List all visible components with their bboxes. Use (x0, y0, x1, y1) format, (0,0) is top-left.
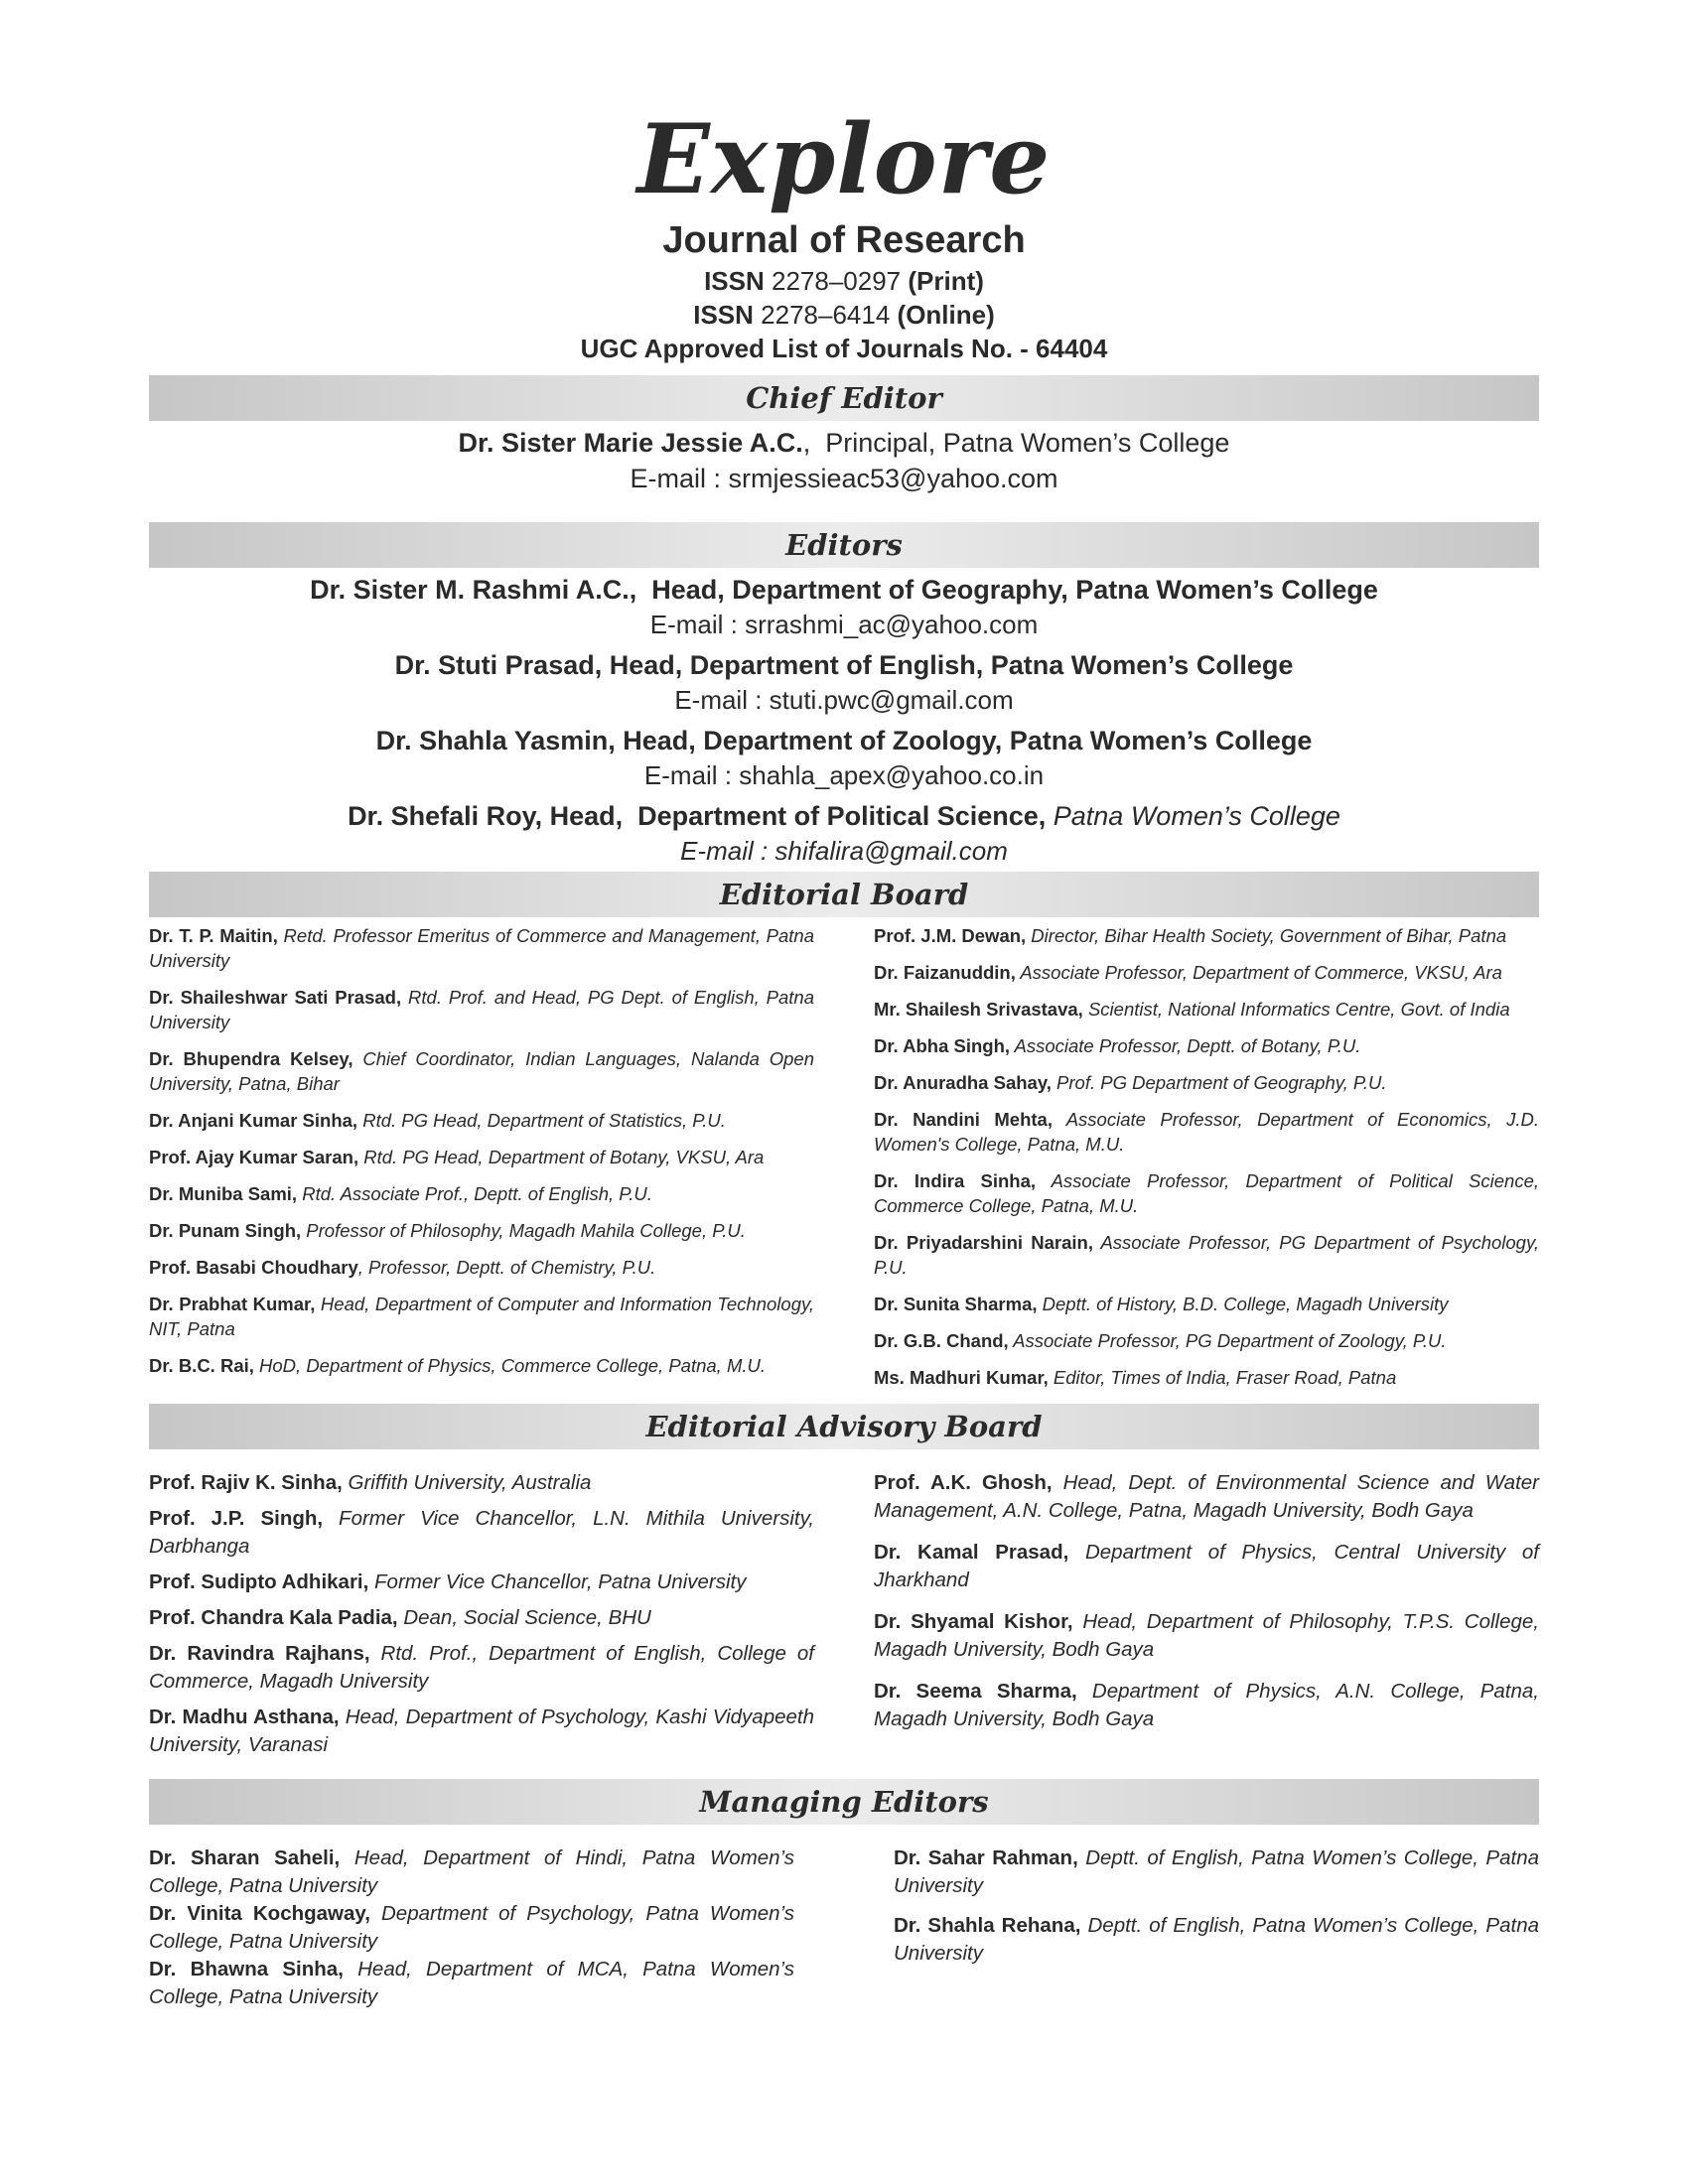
advisor-desc: Former Vice Chancellor, Patna University (368, 1570, 747, 1593)
advisor (149, 1505, 814, 1561)
member-name: Dr. B.C. Rai, (149, 1355, 254, 1376)
managing-editor-name: Dr. Sahar Rahman, (894, 1846, 1078, 1869)
managing-editor (149, 1844, 794, 1900)
advisor (149, 1704, 814, 1759)
editor-email: E-mail : stuti.pwc@gmail.com (674, 685, 1014, 715)
member-desc: Associate Professor, Deptt. of Botany, P.U. (1010, 1035, 1361, 1056)
issn-online-label: (Online) (897, 300, 995, 330)
member-desc: Associate Professor, PG Department of Zoology, P.U. (1008, 1330, 1447, 1351)
managing-editors-heading: Managing Editors (149, 1779, 1539, 1825)
advisor-name: Prof. Rajiv K. Sinha, (149, 1471, 343, 1494)
member-name: Dr. Shaileshwar Sati Prasad, (149, 987, 402, 1008)
managing-editor-desc: Head, Department of Hindi, Patna Women’s College, Patna University (149, 1846, 795, 1897)
journal-subtitle: Journal of Research (662, 219, 1026, 261)
advisor-name: Dr. Ravindra Rajhans, (149, 1642, 370, 1665)
member-desc: HoD, Department of Physics, Commerce College, Patna, M.U. (253, 1355, 766, 1376)
advisor-desc: Rtd. Prof., Department of English, College of Commerce, Magadh University (149, 1642, 814, 1693)
board-member (874, 960, 1539, 985)
member-desc: Prof. PG Department of Geography, P.U. (1051, 1072, 1387, 1093)
board-member (874, 1070, 1539, 1095)
board-member (149, 1145, 814, 1169)
advisory-board-left (149, 1469, 814, 1767)
member-desc: Retd. Professor Emeritus of Commerce and Management, Patna University (149, 925, 815, 971)
advisor (149, 1604, 814, 1632)
member-desc: Scientist, National Informatics Centre, Govt. of India (1082, 999, 1510, 1020)
board-member (149, 1353, 814, 1378)
editor-affiliation: Patna Women’s College (1046, 801, 1340, 831)
board-member (149, 1292, 814, 1341)
advisor-desc: Former Vice Chancellor, L.N. Mithila University, Darbhanga (149, 1507, 815, 1558)
member-name: Dr. Muniba Sami, (149, 1183, 298, 1204)
member-name: Dr. Priyadarshini Narain, (874, 1232, 1093, 1253)
member-name: Dr. Prabhat Kumar, (149, 1294, 316, 1314)
board-member (874, 1365, 1539, 1390)
managing-editors (149, 1844, 1539, 2011)
board-member (874, 1168, 1539, 1218)
member-desc: Director, Bihar Health Society, Government of Bihar, Patna (1026, 925, 1507, 946)
board-member (874, 1292, 1539, 1316)
issn-label: ISSN (704, 266, 765, 296)
member-name: Dr. Punam Singh, (149, 1220, 302, 1241)
editor-email: E-mail : shahla_apex@yahoo.co.in (643, 760, 1045, 790)
advisor-name: Prof. J.P. Singh, (149, 1507, 324, 1530)
ugc-approval: UGC Approved List of Journals No. - 64404 (580, 334, 1108, 363)
editor-name: Dr. Shahla Yasmin, Head, Department of Zoology, Patna Women’s College (375, 726, 1313, 755)
advisory-board-right (874, 1469, 1539, 1767)
masthead-page (149, 0, 1539, 2011)
member-name: Dr. T. P. Maitin, (149, 925, 278, 946)
advisor-desc: Department of Physics, Central University of Jharkhand (874, 1541, 1540, 1591)
member-name: Dr. Faizanuddin, (874, 962, 1016, 983)
managing-editor-desc: Head, Department of MCA, Patna Women’s College, Patna University (149, 1958, 794, 2008)
editor-name: Dr. Sister M. Rashmi A.C., Head, Department of Geography, Patna Women’s College (310, 575, 1378, 605)
board-member (149, 1181, 814, 1206)
member-desc: Associate Professor, PG Department of Psychology, P.U. (874, 1232, 1539, 1278)
member-name: Mr. Shailesh Srivastava, (874, 999, 1083, 1020)
advisor-name: Dr. Shyamal Kishor, (874, 1610, 1073, 1633)
member-name: Dr. Anjani Kumar Sinha, (149, 1110, 358, 1131)
editorial-board-left (149, 923, 814, 1402)
member-name: Dr. Bhupendra Kelsey, (149, 1048, 353, 1069)
advisor (149, 1569, 814, 1596)
board-member (874, 1328, 1539, 1353)
board-member (149, 985, 814, 1034)
member-name: Dr. Sunita Sharma, (874, 1294, 1038, 1314)
masthead (149, 103, 1539, 365)
member-desc: Chief Coordinator, Indian Languages, Nalanda Open University, Patna, Bihar (149, 1048, 814, 1094)
advisor-desc: Griffith University, Australia (342, 1471, 592, 1494)
member-name: Prof. Ajay Kumar Saran, (149, 1147, 359, 1167)
managing-editor-desc: Deptt. of English, Patna Women’s College, Patna University (894, 1846, 1539, 1897)
advisor-desc: Head, Department of Philosophy, T.P.S. College, Magadh University, Bodh Gaya (874, 1610, 1539, 1661)
advisor-desc: Head, Dept. of Environmental Science and Water Management, A.N. College, Patna, Magadh University, Bodh Gaya (874, 1471, 1539, 1522)
issn-print-label: (Print) (908, 266, 984, 296)
chief-editor-line (149, 425, 1539, 461)
advisor-name: Prof. Sudipto Adhikari, (149, 1570, 369, 1593)
advisor (874, 1539, 1539, 1594)
advisor (149, 1469, 814, 1497)
board-member (149, 1255, 814, 1280)
member-desc: Rtd. PG Head, Department of Botany, VKSU, Ara (358, 1147, 765, 1167)
member-name: Dr. Indira Sinha, (874, 1170, 1037, 1191)
advisor-desc: Dean, Social Science, BHU (397, 1606, 651, 1629)
chief-editor-heading: Chief Editor (149, 375, 1539, 421)
managing-editors-left (149, 1844, 794, 2011)
member-desc: Editor, Times of India, Fraser Road, Patna (1048, 1367, 1397, 1388)
advisor-desc: Department of Physics, A.N. College, Patna, Magadh University, Bodh Gaya (874, 1680, 1539, 1730)
editors-list (149, 572, 1539, 868)
managing-editor-desc: Deptt. of English, Patna Women’s College, Patna University (894, 1914, 1540, 1965)
advisor (874, 1608, 1539, 1664)
editor-email: E-mail : shifalira@gmail.com (680, 836, 1008, 866)
journal-logo-title: Explore (636, 103, 1052, 215)
advisor-name: Dr. Kamal Prasad, (874, 1541, 1069, 1564)
advisor-name: Prof. A.K. Ghosh, (874, 1471, 1053, 1494)
member-desc: Rtd. PG Head, Department of Statistics, P.U. (357, 1110, 726, 1131)
advisor (149, 1640, 814, 1696)
chief-editor-affiliation: , Principal, Patna Women’s College (802, 428, 1230, 458)
member-desc: , Professor, Deptt. of Chemistry, P.U. (357, 1257, 656, 1278)
managing-editor-name: Dr. Sharan Saheli, (149, 1846, 341, 1869)
board-member (874, 1107, 1539, 1157)
member-desc: Head, Department of Computer and Information Technology, NIT, Patna (149, 1294, 814, 1339)
advisor-name: Dr. Seema Sharma, (874, 1680, 1077, 1703)
advisor-name: Dr. Madhu Asthana, (149, 1706, 340, 1728)
board-member (874, 1230, 1539, 1280)
issn-print (149, 264, 1539, 298)
chief-editor-name: Dr. Sister Marie Jessie A.C. (458, 428, 803, 458)
member-desc: Associate Professor, Department of Political Science, Commerce College, Patna, M.U. (874, 1170, 1540, 1216)
member-name: Dr. Abha Singh, (874, 1035, 1011, 1056)
advisor-desc: Head, Department of Psychology, Kashi Vidyapeeth University, Varanasi (149, 1706, 814, 1756)
advisor (874, 1469, 1539, 1525)
managing-editor (894, 1912, 1539, 1968)
member-desc: Associate Professor, Department of Economics, J.D. Women's College, Patna, M.U. (874, 1109, 1539, 1155)
managing-editor (149, 1900, 794, 1956)
editors-heading: Editors (149, 522, 1539, 568)
issn-label: ISSN (693, 300, 754, 330)
managing-editors-right (894, 1844, 1539, 2011)
board-member (149, 1218, 814, 1243)
member-desc: Deptt. of History, B.D. College, Magadh University (1037, 1294, 1449, 1314)
member-name: Ms. Madhuri Kumar, (874, 1367, 1049, 1388)
editor-line (149, 798, 1539, 834)
managing-editor (894, 1844, 1539, 1900)
member-desc: Rtd. Prof. and Head, PG Dept. of English, Patna University (149, 987, 814, 1032)
advisory-board-heading: Editorial Advisory Board (149, 1404, 1539, 1449)
managing-editor-desc: Department of Psychology, Patna Women’s College, Patna University (149, 1902, 794, 1953)
issn-online (149, 298, 1539, 332)
advisor-name: Prof. Chandra Kala Padia, (149, 1606, 398, 1629)
editor-name: Dr. Stuti Prasad, Head, Department of English, Patna Women’s College (394, 650, 1294, 680)
member-name: Dr. G.B. Chand, (874, 1330, 1009, 1351)
managing-editor-name: Dr. Vinita Kochgaway, (149, 1902, 370, 1925)
managing-editor-name: Dr. Bhawna Sinha, (149, 1958, 344, 1980)
advisory-board (149, 1469, 1539, 1767)
editorial-board-heading: Editorial Board (149, 872, 1539, 917)
board-member (874, 997, 1539, 1022)
advisor (874, 1678, 1539, 1733)
member-name: Dr. Nandini Mehta, (874, 1109, 1053, 1130)
issn-online-number: 2278–6414 (761, 300, 891, 330)
managing-editor-name: Dr. Shahla Rehana, (894, 1914, 1081, 1937)
member-name: Dr. Anuradha Sahay, (874, 1072, 1052, 1093)
board-member (874, 1033, 1539, 1058)
chief-editor-section (149, 425, 1539, 496)
editorial-board-right (874, 923, 1539, 1402)
member-desc: Professor of Philosophy, Magadh Mahila College, P.U. (301, 1220, 746, 1241)
editor-name: Dr. Shefali Roy, Head, Department of Political Science, (348, 801, 1047, 831)
editor-email: E-mail : srrashmi_ac@yahoo.com (649, 610, 1039, 639)
managing-editor (149, 1956, 794, 2011)
member-name: Prof. J.M. Dewan, (874, 925, 1027, 946)
member-desc: Associate Professor, Department of Commerce, VKSU, Ara (1015, 962, 1502, 983)
editorial-board (149, 923, 1539, 1402)
board-member (874, 923, 1539, 948)
member-desc: Rtd. Associate Prof., Deptt. of English, P.U. (297, 1183, 652, 1204)
chief-editor-email: E-mail : srmjessieac53@yahoo.com (630, 464, 1058, 493)
board-member (149, 1046, 814, 1096)
member-name: Prof. Basabi Choudhary (149, 1257, 358, 1278)
board-member (149, 1108, 814, 1133)
board-member (149, 923, 814, 973)
issn-print-number: 2278–0297 (772, 266, 902, 296)
